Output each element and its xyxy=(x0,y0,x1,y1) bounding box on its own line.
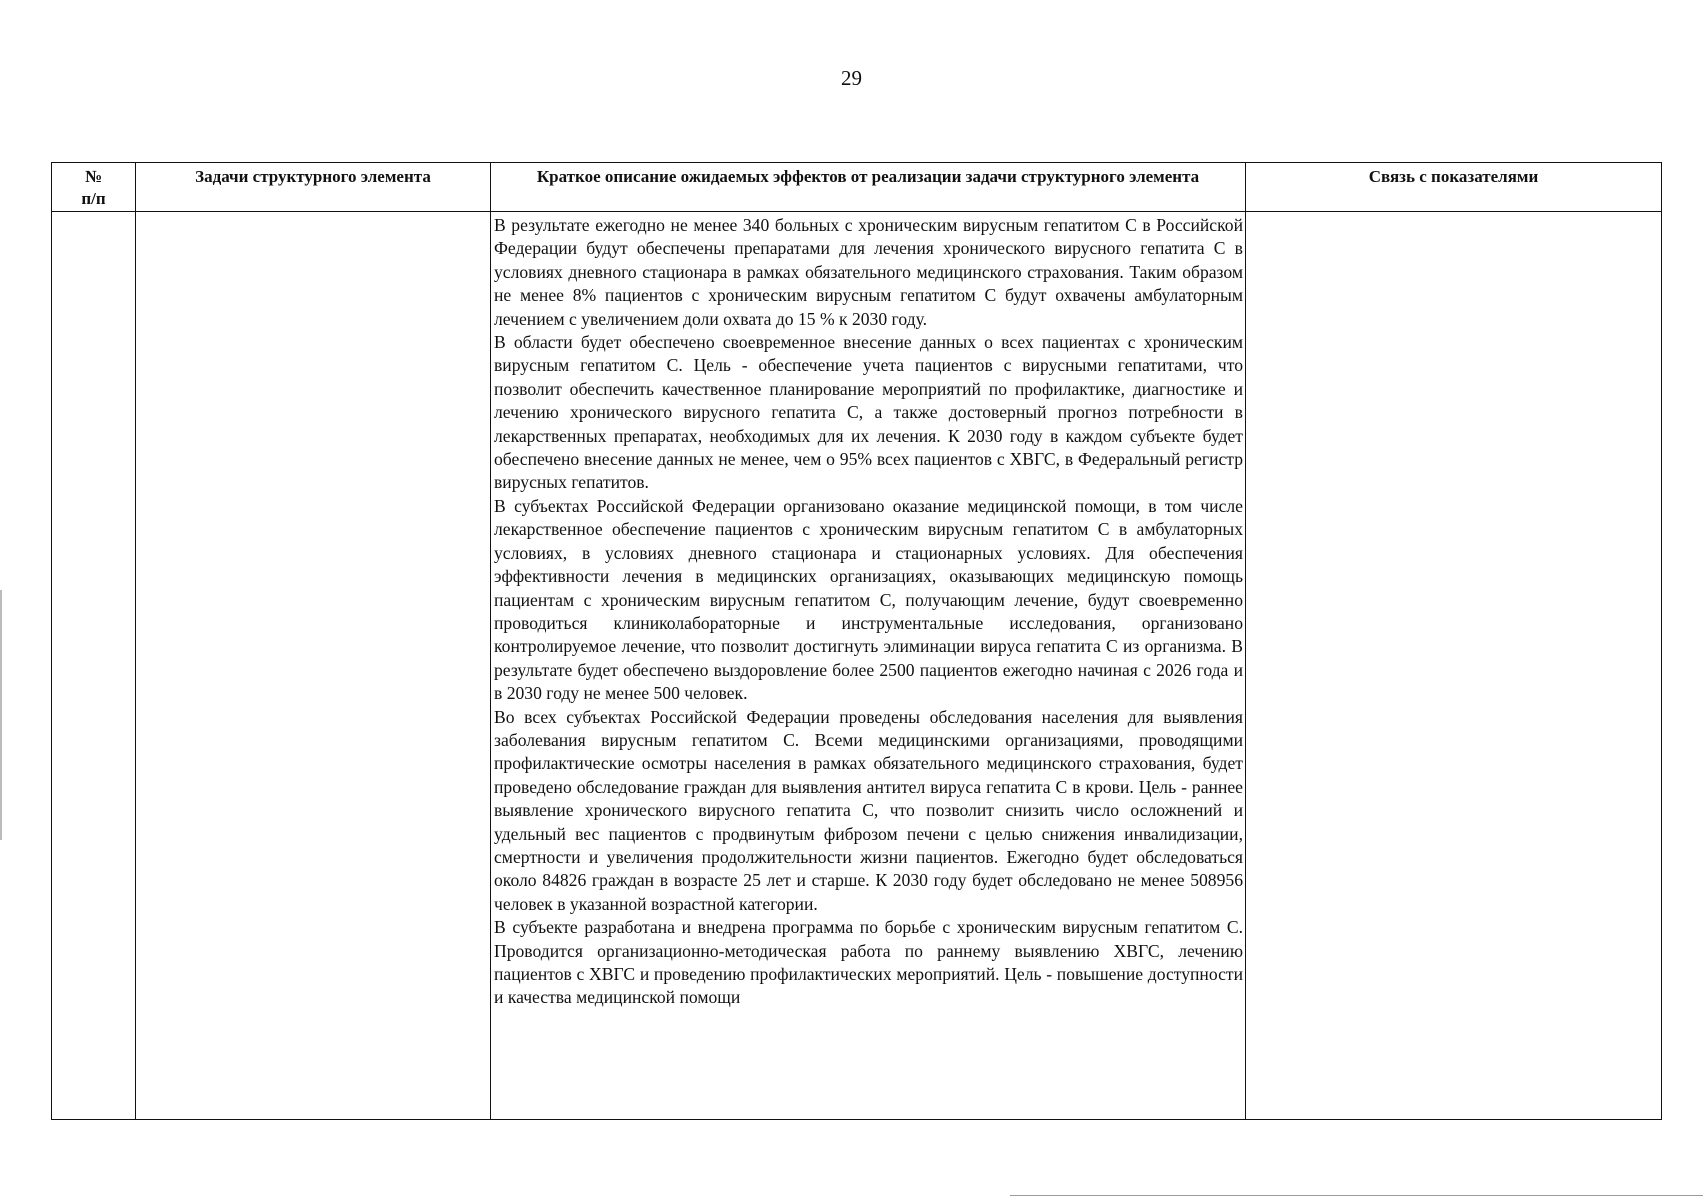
scan-edge-mark xyxy=(0,590,2,840)
table-row xyxy=(52,212,1662,1120)
cell-link xyxy=(1246,212,1662,1120)
effects-paragraph-2: В области будет обеспечено своевременное внесение данных о всех пациентах с хроническим вирусным гепатитом С. Цель - обеспечение учета пациентов с вирусными гепатитами, что позволит обеспечить качественное планирование мероприятий по профилактике, диагностике и лечению хронического вирусного гепатита С, а также достоверный прогноз потребности в лекарственных препаратах, необходимых для их лечения. К 2030 году в каждом субъекте будет обеспечено внесение данных не менее, чем о 95% всех пациентов с ХВГС, в Федеральный регистр вирусных гепатитов. xyxy=(494,332,1243,493)
cell-effects xyxy=(491,212,1246,1120)
header-effects: Краткое описание ожидаемых эффектов от реализации задачи структурного элемента xyxy=(491,163,1246,212)
table-header-row xyxy=(52,163,1662,212)
effects-paragraph-5: В субъекте разработана и внедрена программа по борьбе с хроническим вирусным гепатитом С. Проводится организационно-методическая работа по раннему выявлению ХВГС, лечению пациентов с ХВГС и проведению профилактических мероприятий. Цель - повышение доступности и качества медицинской помощи xyxy=(494,917,1243,1008)
header-tasks: Задачи структурного элемента xyxy=(136,163,491,212)
effects-paragraph-4: Во всех субъектах Российской Федерации проведены обследования населения для выявления заболевания вирусным гепатитом С. Всеми медицинскими организациями, проводящими профилактические осмотры населения в рамках обязательного медицинского страхования, будет проведено обследование граждан для выявления антител вируса гепатита С в крови. Цель - раннее выявление хронического вирусного гепатита С, что позволит снизить число осложнений и удельный вес пациентов с продвинутым фиброзом печени с целью снижения инвалидизации, смертности и увеличения продолжительности жизни пациентов. Ежегодно будет обследоваться около 84826 граждан в возрасте 25 лет и старше. К 2030 году будет обследовано не менее 508956 человек в указанной возрастной категории. xyxy=(494,706,1243,914)
cell-tasks xyxy=(136,212,491,1120)
page-number: 29 xyxy=(841,66,862,90)
header-link: Связь с показателями xyxy=(1246,163,1662,212)
cell-num xyxy=(52,212,136,1120)
scan-artifact-line xyxy=(1010,1195,1703,1196)
effects-paragraph-1: В результате ежегодно не менее 340 больных с хроническим вирусным гепатитом С в Российской Федерации будут обеспечены препаратами для лечения хронического вирусного гепатита С в условиях дневного стационара в рамках обязательного медицинского страхования. Таким образом не менее 8% пациентов с хроническим вирусным гепатитом С будут охвачены амбулаторным лечением с увеличением доли охвата до 15 % к 2030 году. xyxy=(494,215,1243,329)
effects-text xyxy=(491,212,1245,1010)
tasks-table xyxy=(51,162,1662,1120)
header-num: № п/п xyxy=(52,163,136,212)
effects-paragraph-3: В субъектах Российской Федерации организовано оказание медицинской помощи, в том числе лекарственное обеспечение пациентов с хроническим вирусным гепатитом С в амбулаторных условиях, в условиях дневного стационара и стационарных условиях. Для обеспечения эффективности лечения в медицинских организациях, оказывающих медицинскую помощь пациентам с хроническим вирусным гепатитом С, получающим лечение, будут своевременно проводиться клиниколабораторные и инструментальные исследования, организовано контролируемое лечение, что позволит достигнуть элиминации вируса гепатита С из организма. В результате будет обеспечено выздоровление более 2500 пациентов ежегодно начиная с 2026 года и в 2030 году не менее 500 человек. xyxy=(494,495,1243,704)
